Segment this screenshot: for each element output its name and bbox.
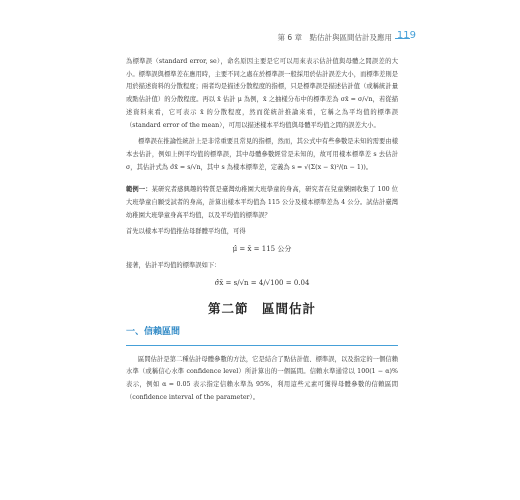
intro-paragraph-2: 標準誤在推論性統計上是非常重要且常見的指標，然而，其公式中有些參數是未知的需要由樣本去估計，例如上例平均值的標準誤，其中母體參數經常是未知的，故可用樣本標準差 s 去估計 σ，其估計式為 σ̂x̄ = s/√n，其中 s 為樣本標準差，定義為 s = √(Σ(x − x̄)²/(n − 1))。 (126, 138, 398, 171)
interval-paragraph: 區間估計是第二種估計母體參數的方法，它是結合了點估計值、標準誤，以及指定的一個信賴水準（或稱信心水準 confidence level）所計算出的一個區間。信賴水準通常以 100(1 − α)% 表示，例如 α = 0.05 表示指定信賴水準為 95%，利用這些元素可獲得母體參數的信賴區間（confidence interval of the parameter）。 (126, 355, 398, 401)
formula-mean-estimate: μ̂ = x̄ = 115 公分 (232, 245, 292, 254)
page-number: 119 (396, 30, 416, 41)
chapter-title: 第 6 章 點估計與區間估計及應用 (277, 33, 392, 42)
page-body (126, 56, 398, 408)
subsection-title: 一、信賴區間 (126, 326, 181, 337)
formula-standard-error: σ̂x̄ = s/√n = 4/√100 = 0.04 (214, 278, 310, 287)
example-step-1: 首先以樣本平均值推估母群體平均值，可得 (126, 228, 246, 236)
example-step-2: 接著，估計平均值的標準誤如下： (126, 261, 221, 269)
example-text: 某研究者感興趣的特質是臺灣幼稚園大班學童的身高，研究者在兒童樂園收集了 100 位大班學童自願受試者的身高，計算出樣本平均值為 115 公分及樣本標準差為 4 公分。試估計臺灣幼稚園大班學童身高平均值，以及平均值的標準誤？ (126, 186, 398, 219)
example-label: 範例一： (126, 186, 152, 194)
intro-paragraph-1: 為標準誤（standard error, se），命名原因主要是它可以用來表示估計值與母體之間誤差的大小。標準誤與標準差在應用時，主要不同之處在於標準誤一般採用於估計誤差大小，而標準差則是用於描述資料的分散程度；兩者均是描述分散程度的指標，只是標準誤是描述估計值（或稱統計量或點估計值）的分散程度。再以 x̄ 估計 μ 為例，x̄ 之抽樣分布中的標準差為 σx̄ = σ/√n，若從描述資料來看，它可表示 x̄ 的分散程度，然而從統計推論來看，它稱之為平均值的標準誤（standard error of the mean），可用以描述樣本平均值與母體平均值之間的誤差大小。 (126, 58, 398, 129)
example-paragraph (126, 184, 398, 222)
page-header (0, 30, 520, 46)
section-title: 第二節 區間估計 (207, 301, 316, 317)
subsection-rule (126, 345, 398, 346)
